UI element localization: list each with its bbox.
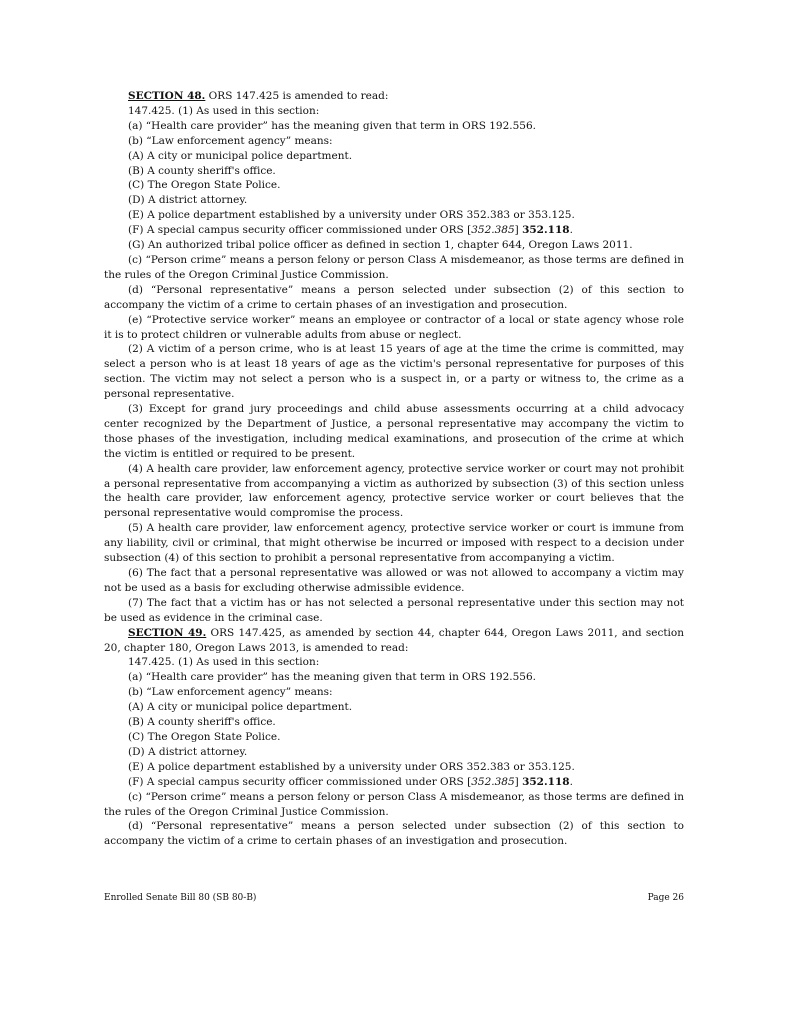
s48-line: 147.425. (1) As used in this section: <box>128 104 320 117</box>
s49-line: (B) A county sheriff's office. <box>128 716 276 729</box>
s48-line: (b) “Law enforcement agency” means: <box>128 134 333 147</box>
text-run: (F) A special campus security officer commissioned under ORS [ <box>128 775 472 788</box>
s48-paragraph: (7) The fact that a victim has or has not selected a personal representative under this section may not be used as evidence in the criminal case. <box>104 596 684 624</box>
s49-line: (C) The Oregon State Police. <box>128 730 281 743</box>
page-footer <box>104 893 684 903</box>
section-49-intro: ORS 147.425, as amended by section 44, chapter 644, Oregon Laws 2011, and section 20, chapter 180, Oregon Laws 2013, is amended to read: <box>104 626 684 654</box>
s49-amended-line <box>104 775 684 790</box>
s49-line: (E) A police department established by a university under ORS 352.383 or 353.125. <box>128 760 575 773</box>
document-body <box>104 89 684 849</box>
deleted-text: 352.385 <box>471 224 515 237</box>
s49-line: (a) “Health care provider” has the meaning given that term in ORS 192.556. <box>128 671 536 684</box>
section-49-heading: SECTION 49. <box>128 626 207 639</box>
text-run: ] <box>514 224 523 237</box>
s48-paragraph: (d) “Personal representative” means a person selected under subsection (2) of this section to accompany the victim of a crime to certain phases of an investigation and prosecution. <box>104 283 684 311</box>
s48-paragraph: (3) Except for grand jury proceedings and child abuse assessments occurring at a child advocacy center recognized by the Department of Justice, a personal representative may accompany the victim to those phases of the investigation, including medical examinations, and prosecution of the crime at which the victim is entitled or required to be present. <box>104 403 684 460</box>
s48-paragraph: (c) “Person crime” means a person felony or person Class A misdemeanor, as those terms are defined in the rules of the Oregon Criminal Justice Commission. <box>104 253 684 281</box>
s48-line: (a) “Health care provider” has the meaning given that term in ORS 192.556. <box>128 119 536 132</box>
text-run: ] <box>514 775 523 788</box>
s48-amended-line <box>104 223 684 238</box>
text-run: . <box>569 775 573 788</box>
footer-bill-name: Enrolled Senate Bill 80 (SB 80-B) <box>104 893 257 903</box>
new-text: 352.118 <box>522 224 570 237</box>
section-48-heading: SECTION 48. <box>128 90 206 102</box>
s49-line: (D) A district attorney. <box>128 745 248 758</box>
s48-paragraph: (G) An authorized tribal police officer as defined in section 1, chapter 644, Oregon Laws 2011. <box>128 239 633 252</box>
s48-paragraph: (6) The fact that a personal representative was allowed or was not allowed to accompany a victim may not be used as a basis for excluding otherwise admissible evidence. <box>104 567 684 594</box>
deleted-text: 352.385 <box>471 775 515 788</box>
footer-page-number: Page 26 <box>647 893 684 903</box>
s48-paragraph: (5) A health care provider, law enforcement agency, protective service worker or court is immune from any liability, civil or criminal, that might otherwise be incurred or imposed with respect to a decision under subsection (4) of this section to prohibit a personal representative from accompanying a victim. <box>104 522 684 565</box>
s48-line: (E) A police department established by a university under ORS 352.383 or 353.125. <box>128 209 575 222</box>
s48-paragraph: (e) “Protective service worker” means an employee or contractor of a local or state agency whose role it is to protect children or vulnerable adults from abuse or neglect. <box>104 313 684 341</box>
text-run: (F) A special campus security officer commissioned under ORS [ <box>128 224 472 237</box>
s49-line: (b) “Law enforcement agency” means: <box>128 686 333 699</box>
section-49-header <box>104 626 684 656</box>
s49-paragraph: (c) “Person crime” means a person felony or person Class A misdemeanor, as those terms are defined in the rules of the Oregon Criminal Justice Commission. <box>104 790 684 818</box>
s49-paragraph: (d) “Personal representative” means a person selected under subsection (2) of this section to accompany the victim of a crime to certain phases of an investigation and prosecution. <box>104 820 684 848</box>
s48-line: (B) A county sheriff's office. <box>128 164 276 177</box>
s49-line: (A) A city or municipal police department. <box>128 701 353 714</box>
new-text: 352.118 <box>522 775 570 788</box>
s48-line: (A) A city or municipal police department. <box>128 149 353 162</box>
s48-line: (D) A district attorney. <box>128 194 248 207</box>
section-48-intro: ORS 147.425 is amended to read: <box>205 90 389 102</box>
text-run: . <box>569 224 573 237</box>
s48-line: (C) The Oregon State Police. <box>128 179 281 192</box>
s48-paragraph: (2) A victim of a person crime, who is at least 15 years of age at the time the crime is committed, may select a person who is at least 18 years of age as the victim's personal representative for purposes of this section. The victim may not select a person who is a suspect in, or a party or witness to, the crime as a personal representative. <box>104 343 684 401</box>
s49-line: 147.425. (1) As used in this section: <box>128 656 320 669</box>
section-48-header <box>104 89 684 104</box>
s48-paragraph: (4) A health care provider, law enforcement agency, protective service worker or court may not prohibit a personal representative from accompanying a victim as authorized by subsection (3) of this section unless the health care provider, law enforcement agency, protective service worker or court believes that the personal representative would compromise the process. <box>104 462 684 520</box>
